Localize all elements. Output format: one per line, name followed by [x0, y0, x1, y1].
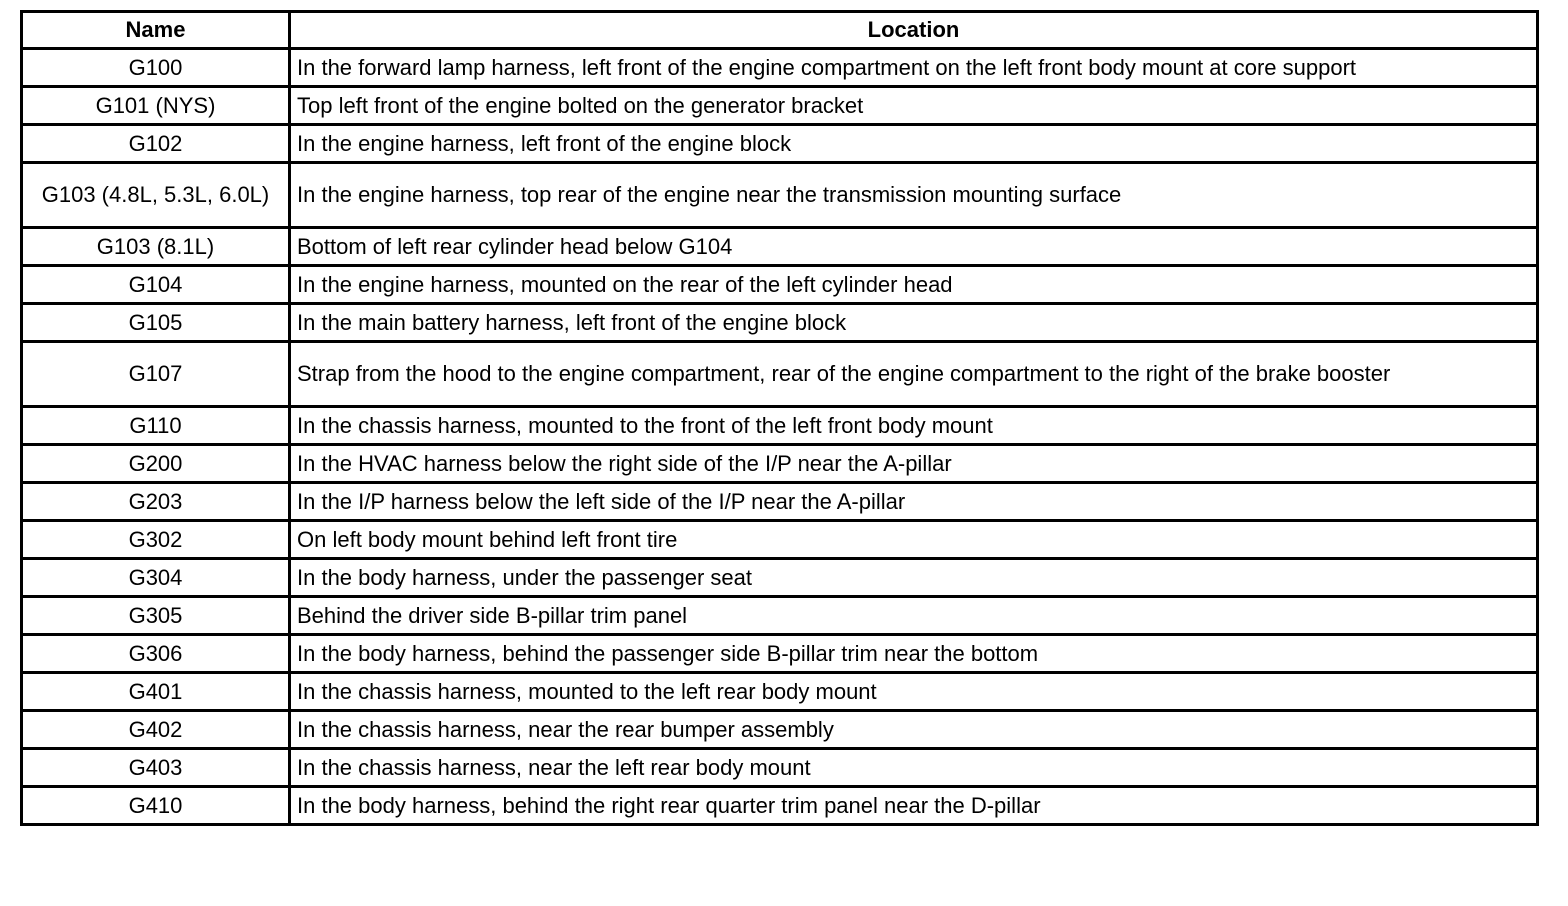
cell-location: In the I/P harness below the left side of the I/P near the A-pillar: [290, 483, 1538, 521]
cell-name: G402: [22, 711, 290, 749]
cell-name: G305: [22, 597, 290, 635]
table-row: [22, 749, 1538, 787]
cell-name: G103 (4.8L, 5.3L, 6.0L): [22, 163, 290, 228]
header-name: Name: [22, 12, 290, 49]
cell-name: G304: [22, 559, 290, 597]
table-row: [22, 304, 1538, 342]
cell-name: G110: [22, 407, 290, 445]
table-row: [22, 521, 1538, 559]
table-row: [22, 407, 1538, 445]
cell-location: In the chassis harness, mounted to the left rear body mount: [290, 673, 1538, 711]
cell-name: G200: [22, 445, 290, 483]
ground-locations-table-container: [20, 10, 1536, 826]
table-row: [22, 483, 1538, 521]
table-row: [22, 342, 1538, 407]
cell-name: G101 (NYS): [22, 87, 290, 125]
table-row: [22, 87, 1538, 125]
table-row: [22, 228, 1538, 266]
table-row: [22, 635, 1538, 673]
table-row: [22, 49, 1538, 87]
table-row: [22, 787, 1538, 825]
cell-name: G102: [22, 125, 290, 163]
cell-name: G401: [22, 673, 290, 711]
cell-name: G100: [22, 49, 290, 87]
cell-name: G107: [22, 342, 290, 407]
table-header-row: [22, 12, 1538, 49]
cell-name: G410: [22, 787, 290, 825]
table-row: [22, 711, 1538, 749]
cell-location: On left body mount behind left front tire: [290, 521, 1538, 559]
cell-location: In the body harness, under the passenger seat: [290, 559, 1538, 597]
header-location: Location: [290, 12, 1538, 49]
cell-location: Strap from the hood to the engine compartment, rear of the engine compartment to the right of the brake booster: [290, 342, 1538, 407]
cell-location: In the chassis harness, mounted to the front of the left front body mount: [290, 407, 1538, 445]
cell-name: G403: [22, 749, 290, 787]
cell-location: Behind the driver side B-pillar trim panel: [290, 597, 1538, 635]
cell-name: G203: [22, 483, 290, 521]
table-row: [22, 673, 1538, 711]
table-row: [22, 266, 1538, 304]
cell-name: G302: [22, 521, 290, 559]
cell-location: In the engine harness, left front of the engine block: [290, 125, 1538, 163]
cell-location: In the forward lamp harness, left front of the engine compartment on the left front body mount at core support: [290, 49, 1538, 87]
cell-location: In the main battery harness, left front of the engine block: [290, 304, 1538, 342]
cell-name: G306: [22, 635, 290, 673]
table-row: [22, 445, 1538, 483]
cell-name: G104: [22, 266, 290, 304]
cell-name: G103 (8.1L): [22, 228, 290, 266]
cell-location: In the HVAC harness below the right side of the I/P near the A-pillar: [290, 445, 1538, 483]
cell-name: G105: [22, 304, 290, 342]
cell-location: In the chassis harness, near the rear bumper assembly: [290, 711, 1538, 749]
table-row: [22, 597, 1538, 635]
ground-locations-table: [20, 10, 1539, 826]
cell-location: In the engine harness, mounted on the rear of the left cylinder head: [290, 266, 1538, 304]
cell-location: In the body harness, behind the right rear quarter trim panel near the D-pillar: [290, 787, 1538, 825]
cell-location: In the engine harness, top rear of the engine near the transmission mounting surface: [290, 163, 1538, 228]
table-row: [22, 163, 1538, 228]
table-row: [22, 125, 1538, 163]
cell-location: Top left front of the engine bolted on the generator bracket: [290, 87, 1538, 125]
cell-location: In the chassis harness, near the left rear body mount: [290, 749, 1538, 787]
cell-location: In the body harness, behind the passenger side B-pillar trim near the bottom: [290, 635, 1538, 673]
cell-location: Bottom of left rear cylinder head below G104: [290, 228, 1538, 266]
table-row: [22, 559, 1538, 597]
